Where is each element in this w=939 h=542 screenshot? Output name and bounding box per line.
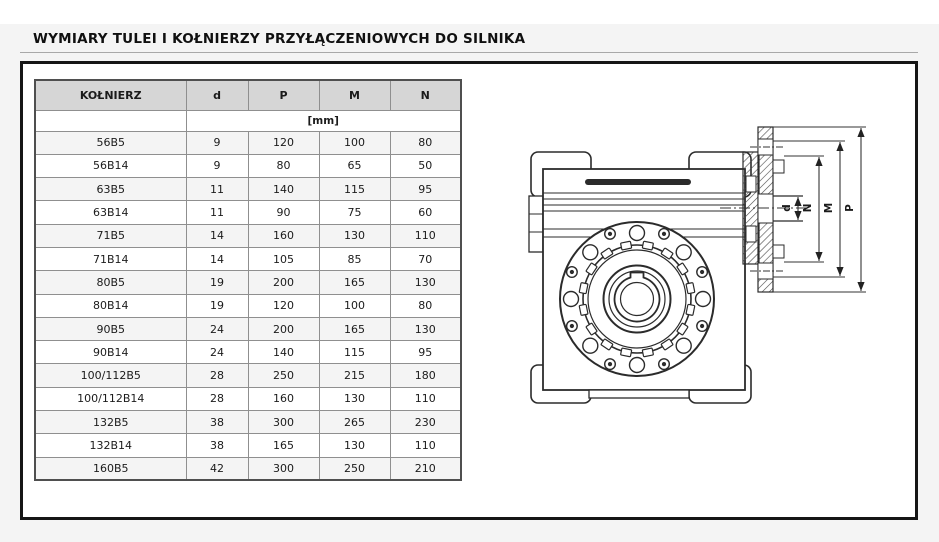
table-row [35,224,461,247]
col-header-d: d [186,80,248,110]
value-cell: 9 [186,131,248,154]
table-row [35,294,461,317]
dim-label-n: N [802,203,814,213]
value-cell: 200 [248,271,319,294]
table-row [35,434,461,457]
value-cell: 300 [248,457,319,480]
gearbox-flange-drawing [500,85,900,477]
value-cell: 19 [186,271,248,294]
flange-cross-section [743,127,803,292]
flange-cell: 80B5 [35,271,186,294]
col-header-kolnierz: KOŁNIERZ [35,80,186,110]
value-cell: 130 [319,434,390,457]
bolt-hole [564,292,579,307]
bolt-hole [630,226,645,241]
value-cell: 95 [390,178,461,201]
value-cell: 11 [186,201,248,224]
value-cell: 165 [319,271,390,294]
value-cell: 95 [390,341,461,364]
value-cell: 80 [390,294,461,317]
table-row [35,131,461,154]
table-row [35,411,461,434]
value-cell: 9 [186,154,248,177]
value-cell: 60 [390,201,461,224]
value-cell: 19 [186,294,248,317]
flange-cell: 90B14 [35,341,186,364]
value-cell: 115 [319,341,390,364]
wedge-pocket [579,304,588,315]
spigot-step-bottom [773,245,784,258]
wedge-pocket [642,241,653,250]
bolt-hole [676,338,691,353]
dim-label-p: P [844,204,856,212]
screw-center [700,270,704,274]
unit-row [35,110,461,131]
table-row [35,457,461,480]
page-title: WYMIARY TULEI I KOŁNIERZY PRZYŁĄCZENIOWYCH DO SILNIKA [33,31,526,47]
table-row [35,178,461,201]
flange-cell: 56B14 [35,154,186,177]
wedge-pocket [621,241,632,250]
value-cell: 100 [319,294,390,317]
value-cell: 140 [248,341,319,364]
value-cell: 24 [186,341,248,364]
flange-cell: 71B14 [35,247,186,270]
value-cell: 110 [390,387,461,410]
value-cell: 250 [319,457,390,480]
value-cell: 38 [186,434,248,457]
table-body [35,131,461,480]
value-cell: 105 [248,247,319,270]
flange-cell: 63B14 [35,201,186,224]
value-cell: 50 [390,154,461,177]
value-cell: 120 [248,131,319,154]
value-cell: 130 [390,271,461,294]
value-cell: 300 [248,411,319,434]
value-cell: 115 [319,178,390,201]
value-cell: 80 [390,131,461,154]
spigot-step-top [773,160,784,173]
table-row [35,247,461,270]
value-cell: 80 [248,154,319,177]
value-cell: 165 [319,317,390,340]
value-cell: 160 [248,224,319,247]
flange-cell: 132B5 [35,411,186,434]
table-row [35,317,461,340]
header-row [35,80,461,110]
wedge-pocket [686,304,695,315]
value-cell: 70 [390,247,461,270]
flange-cell: 80B14 [35,294,186,317]
col-header-m: M [319,80,390,110]
col-header-n: N [390,80,461,110]
flange-face [560,222,714,376]
value-cell: 210 [390,457,461,480]
flange-dimensions-table [34,79,462,481]
unit-row-empty-cell [35,110,186,131]
bottom-recess [589,390,689,398]
screw-center [662,362,666,366]
wedge-pocket [642,348,653,357]
screw-center [608,232,612,236]
value-cell: 130 [319,387,390,410]
value-cell: 265 [319,411,390,434]
value-cell: 38 [186,411,248,434]
value-cell: 130 [319,224,390,247]
value-cell: 120 [248,294,319,317]
bolt-hole [583,338,598,353]
bolt-hole [676,245,691,260]
value-cell: 250 [248,364,319,387]
value-cell: 65 [319,154,390,177]
vent-slot [585,179,691,185]
screw-center [570,270,574,274]
title-divider [20,52,918,53]
flange-cell: 63B5 [35,178,186,201]
value-cell: 24 [186,317,248,340]
flange-cell: 100/112B14 [35,387,186,410]
col-header-p: P [248,80,319,110]
unit-cell: [mm] [186,110,461,131]
table-row [35,341,461,364]
value-cell: 28 [186,364,248,387]
value-cell: 28 [186,387,248,410]
value-cell: 14 [186,224,248,247]
table-row [35,387,461,410]
bolt-hole [696,292,711,307]
value-cell: 42 [186,457,248,480]
value-cell: 85 [319,247,390,270]
flange-cell: 90B5 [35,317,186,340]
dim-label-d: d [781,204,793,212]
flange-cell: 100/112B5 [35,364,186,387]
content-frame [20,61,918,520]
wedge-pocket [579,283,588,294]
value-cell: 200 [248,317,319,340]
bolt-hole [583,245,598,260]
flange-cell: 132B14 [35,434,186,457]
table-row [35,201,461,224]
flange-cell: 56B5 [35,131,186,154]
value-cell: 14 [186,247,248,270]
screw-center [608,362,612,366]
table-header [35,80,461,131]
screw-center [700,324,704,328]
bolt-hole [630,358,645,373]
wedge-pocket [686,283,695,294]
value-cell: 90 [248,201,319,224]
table-row [35,364,461,387]
value-cell: 110 [390,434,461,457]
flange-cell: 160B5 [35,457,186,480]
dim-label-m: M [823,202,835,214]
value-cell: 110 [390,224,461,247]
value-cell: 160 [248,387,319,410]
table-row [35,154,461,177]
value-cell: 180 [390,364,461,387]
value-cell: 11 [186,178,248,201]
value-cell: 215 [319,364,390,387]
value-cell: 130 [390,317,461,340]
value-cell: 140 [248,178,319,201]
value-cell: 230 [390,411,461,434]
screw-center [570,324,574,328]
value-cell: 165 [248,434,319,457]
screw-center [662,232,666,236]
wedge-pocket [621,348,632,357]
side-cover-plate [529,196,543,252]
value-cell: 75 [319,201,390,224]
table-row [35,271,461,294]
value-cell: 100 [319,131,390,154]
flange-cell: 71B5 [35,224,186,247]
